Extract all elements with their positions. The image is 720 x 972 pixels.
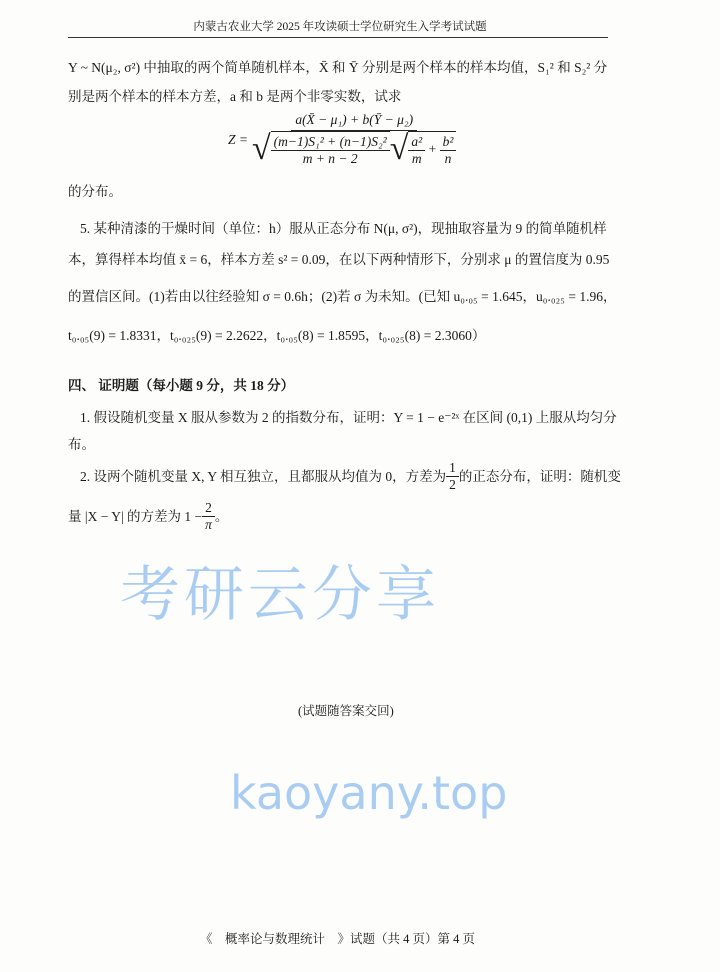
formula-numerator: a(X̄ − μ₁) + b(Ȳ − μ₂) xyxy=(291,112,417,131)
q5-line: 的置信区间。(1)若由以往经验知 σ = 0.6h；(2)若 σ 为未知。(已知 u₀.₀₅ = 1.645，u₀.₀₂₅ = 1.96， xyxy=(68,289,617,304)
proof2-text: 2. 设两个随机变量 X, Y 相互独立，且都服从均值为 0，方差为 xyxy=(80,468,447,484)
section-heading: 四、 证明题（每小题 9 分，共 18 分） xyxy=(68,378,295,393)
formula-denominator: √ $\frac{\text{(m−1)S₁² + (n−1)S₂²}}{m + n - 2}$ √ $\frac{\text{a²}}{m}$ + $\frac{\text{b²}}{n}$ xyxy=(252,131,456,167)
page-footer: 《 概率论与数理统计 》试题（共 4 页）第 4 页 xyxy=(200,932,476,946)
den2b-num: b² xyxy=(440,134,457,151)
proof2-line xyxy=(80,460,621,493)
den2a-den: m xyxy=(411,151,422,166)
page-header: 内蒙古农业大学 2025 年攻读硕士学位研究生入学考试试题 xyxy=(193,21,487,33)
text-line: 别是两个样本的样本方差，a 和 b 是两个非零实数，试求 xyxy=(68,89,402,104)
frac-den: π xyxy=(205,517,212,532)
frac-num: 1 xyxy=(446,460,459,477)
proof2-text: 量 |X − Y| 的方差为 1 − xyxy=(68,508,203,524)
proof2-line xyxy=(68,500,228,533)
half-fraction xyxy=(446,460,459,493)
return-note: (试题随答案交回) xyxy=(298,704,394,718)
plus: + xyxy=(428,141,437,157)
frac-den: 2 xyxy=(449,477,456,492)
den1-num: (m−1)S₁² + (n−1)S₂² xyxy=(271,134,390,151)
text-line: 的分布。 xyxy=(68,184,122,199)
proof1-line: 布。 xyxy=(68,437,95,452)
proof1-line: 1. 假设随机变量 X 服从参数为 2 的指数分布，证明：Y = 1 − e⁻²ˣ 在区间 (0,1) 上服从均匀分 xyxy=(80,410,617,425)
two-over-pi-fraction xyxy=(202,500,215,533)
den2a-num: a² xyxy=(408,134,425,151)
q5-line: t₀.₀₅(9) = 1.8331，t₀.₀₂₅(9) = 2.2622，t₀.₀₅(8) = 1.8595，t₀.₀₂₅(8) = 2.3060） xyxy=(68,328,486,343)
proof2-text: 的正态分布，证明：随机变 xyxy=(458,468,621,484)
header-rule xyxy=(68,37,608,38)
q5-line: 本，算得样本均值 x̄ = 6，样本方差 s² = 0.09，在以下两种情形下，分别求 μ 的置信度为 0.95 xyxy=(68,252,610,267)
text-line: Y ~ N(μ₂, σ²) 中抽取的两个简单随机样本，X̄ 和 Ȳ 分别是两个样本的样本均值，S₁² 和 S₂² 分 xyxy=(68,60,608,75)
formula-lhs: Z = xyxy=(228,131,248,147)
den2b-den: n xyxy=(444,151,452,166)
main-fraction xyxy=(252,112,456,167)
proof2-text: 。 xyxy=(214,508,229,524)
z-formula xyxy=(228,112,456,167)
watermark-chinese: 考研云分享 xyxy=(120,560,440,630)
den1-den: m + n − 2 xyxy=(302,151,358,166)
frac-num: 2 xyxy=(202,500,215,517)
watermark-url: kaoyany.top xyxy=(230,766,508,820)
q5-line: 5. 某种清漆的干燥时间（单位：h）服从正态分布 N(μ, σ²)，现抽取容量为 9 的简单随机样 xyxy=(80,221,607,236)
